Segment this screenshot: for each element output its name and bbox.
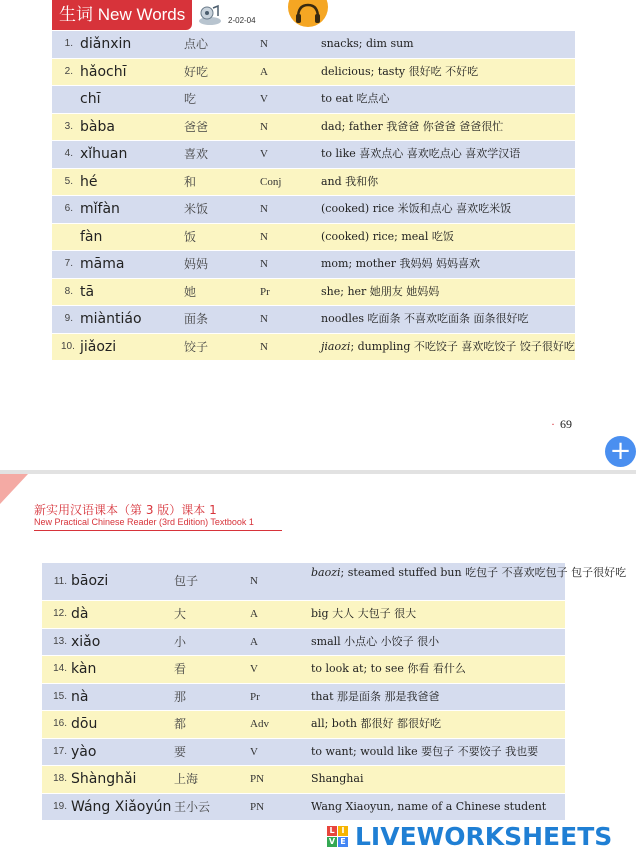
part-of-speech: N bbox=[260, 258, 268, 270]
pinyin: xǐhuan bbox=[80, 146, 128, 162]
hanzi: 包子 bbox=[174, 574, 199, 588]
hanzi: 饭 bbox=[184, 229, 197, 244]
definition-text: (cooked) rice; meal 吃饭 bbox=[321, 229, 454, 243]
definition bbox=[311, 766, 363, 793]
definition-text: mom; mother 我妈妈 妈妈喜欢 bbox=[321, 257, 481, 270]
vocab-row bbox=[42, 739, 565, 766]
pinyin: Shànghǎi bbox=[71, 771, 137, 787]
vocab-row bbox=[42, 629, 565, 656]
definition-text: to want; would like 要包子 不要饺子 我也要 bbox=[311, 744, 539, 758]
part-of-speech: Adv bbox=[250, 718, 269, 730]
row-number: 11. bbox=[53, 576, 67, 587]
part-of-speech: Pr bbox=[250, 690, 260, 703]
row-number: 15. bbox=[53, 690, 67, 702]
definition-text: delicious; tasty 很好吃 不好吃 bbox=[321, 64, 479, 78]
hanzi: 她 bbox=[184, 284, 197, 299]
pinyin: hé bbox=[80, 173, 98, 190]
definition bbox=[311, 601, 416, 628]
page-number bbox=[551, 417, 572, 432]
pinyin: kàn bbox=[71, 661, 97, 677]
vocab-row bbox=[42, 766, 565, 793]
vocab-row bbox=[42, 563, 627, 600]
definition bbox=[321, 141, 520, 168]
part-of-speech: V bbox=[260, 93, 268, 105]
pinyin: hǎochī bbox=[80, 63, 127, 80]
vocab-row bbox=[52, 279, 575, 306]
row-number: 7. bbox=[64, 258, 73, 269]
part-of-speech: N bbox=[260, 313, 268, 325]
hanzi: 好吃 bbox=[184, 64, 209, 79]
definition-text: to look at; to see 你看 看什么 bbox=[311, 662, 466, 675]
definition bbox=[321, 169, 378, 196]
hanzi: 要 bbox=[174, 744, 187, 759]
vocabulary-table-2 bbox=[42, 563, 627, 821]
definition bbox=[321, 86, 390, 113]
definition bbox=[311, 563, 627, 580]
definition-text: ; steamed stuffed bun 吃包子 不喜欢吃包子 包子很好吃 bbox=[340, 566, 627, 579]
vocabulary-table-1 bbox=[52, 31, 575, 361]
headphones-icon[interactable] bbox=[287, 0, 329, 28]
part-of-speech: Pr bbox=[260, 285, 270, 298]
row-number: 5. bbox=[64, 175, 73, 187]
definition bbox=[321, 224, 454, 251]
vocab-row bbox=[42, 601, 565, 628]
definition-text: noodles 吃面条 不喜欢吃面条 面条很好吃 bbox=[321, 312, 529, 325]
definition-text: snacks; dim sum bbox=[321, 37, 414, 50]
hanzi: 小 bbox=[174, 634, 187, 649]
part-of-speech: V bbox=[250, 745, 258, 758]
definition bbox=[311, 711, 441, 738]
row-number: 9. bbox=[64, 313, 73, 324]
row-number: 12. bbox=[53, 608, 67, 619]
pinyin: tā bbox=[80, 283, 95, 300]
pinyin: miàntiáo bbox=[80, 311, 142, 327]
book-title: 新实用汉语课本（第 3 版）课本 1 bbox=[34, 503, 217, 517]
part-of-speech: V bbox=[260, 148, 268, 160]
row-number: 18. bbox=[53, 773, 67, 784]
hanzi: 爸爸 bbox=[184, 119, 209, 134]
logo-text: LIVEWORKSHEETS bbox=[355, 822, 613, 851]
textbook-page-70 bbox=[0, 474, 636, 861]
logo-square-l: L bbox=[327, 826, 337, 836]
hanzi: 吃 bbox=[184, 92, 197, 106]
vocab-row bbox=[52, 251, 575, 278]
definition-text: that 那是面条 那是我爸爸 bbox=[311, 689, 440, 703]
hanzi: 看 bbox=[174, 662, 187, 676]
part-of-speech: A bbox=[260, 65, 268, 78]
hanzi: 上海 bbox=[174, 772, 199, 786]
hanzi: 大 bbox=[174, 607, 187, 621]
book-subtitle: New Practical Chinese Reader (3rd Edition) Textbook 1 bbox=[34, 517, 254, 527]
part-of-speech: N bbox=[260, 38, 268, 50]
pinyin: bàba bbox=[80, 118, 115, 135]
new-words-banner: 生词 New Words bbox=[52, 0, 192, 30]
definition bbox=[311, 656, 466, 683]
vocab-row bbox=[52, 114, 575, 141]
part-of-speech: A bbox=[250, 635, 258, 648]
pinyin: bāozi bbox=[71, 573, 109, 589]
vocab-row bbox=[42, 656, 565, 683]
definition-text: dad; father 我爸爸 你爸爸 爸爸很忙 bbox=[321, 119, 504, 133]
definition-text: all; both 都很好 都很好吃 bbox=[311, 717, 441, 730]
pinyin: dà bbox=[71, 606, 89, 622]
part-of-speech: N bbox=[260, 340, 268, 353]
pinyin: dōu bbox=[71, 716, 98, 732]
row-number: 14. bbox=[53, 663, 67, 674]
definition-text: Shanghai bbox=[311, 772, 364, 785]
part-of-speech: PN bbox=[250, 800, 265, 813]
definition bbox=[321, 114, 503, 141]
part-of-speech: N bbox=[260, 120, 268, 133]
part-of-speech: PN bbox=[250, 773, 265, 785]
definition-text: Wang Xiaoyun, name of a Chinese student bbox=[311, 799, 547, 813]
pinyin: Wáng Xiǎoyún bbox=[71, 798, 172, 815]
definition bbox=[321, 31, 414, 58]
hanzi: 和 bbox=[184, 174, 197, 189]
vocab-row bbox=[52, 86, 575, 113]
pinyin: yào bbox=[71, 743, 97, 760]
definition-text: small 小点心 小饺子 很小 bbox=[311, 634, 440, 648]
vocab-row bbox=[52, 224, 575, 251]
vocab-row bbox=[52, 169, 575, 196]
part-of-speech: V bbox=[250, 663, 258, 675]
part-of-speech: Conj bbox=[260, 175, 282, 188]
hanzi: 妈妈 bbox=[184, 257, 209, 271]
hanzi: 点心 bbox=[184, 37, 209, 51]
hanzi: 都 bbox=[174, 717, 187, 731]
row-number: 6. bbox=[64, 203, 73, 214]
hanzi: 喜欢 bbox=[184, 147, 209, 161]
vocab-row bbox=[52, 196, 575, 223]
logo-square-i: I bbox=[338, 826, 348, 836]
definition bbox=[321, 59, 478, 86]
hanzi: 面条 bbox=[184, 312, 209, 326]
title-underline bbox=[34, 530, 282, 531]
row-number: 1. bbox=[64, 38, 73, 49]
definition-text: (cooked) rice 米饭和点心 喜欢吃米饭 bbox=[321, 202, 512, 215]
vocab-row bbox=[52, 31, 575, 58]
vocab-row bbox=[42, 711, 565, 738]
pinyin: chī bbox=[80, 91, 101, 107]
definition bbox=[311, 629, 439, 656]
pinyin: diǎnxin bbox=[80, 36, 132, 52]
row-number: 17. bbox=[53, 745, 67, 757]
pinyin: xiǎo bbox=[71, 633, 101, 650]
liveworksheets-logo[interactable] bbox=[325, 822, 630, 852]
row-number: 4. bbox=[64, 148, 73, 159]
row-number: 3. bbox=[64, 120, 73, 132]
vocab-row bbox=[52, 334, 575, 361]
vocab-row bbox=[42, 794, 565, 821]
definition bbox=[321, 334, 575, 361]
vocab-row bbox=[52, 306, 575, 333]
part-of-speech: N bbox=[250, 575, 258, 587]
vocab-row bbox=[42, 684, 565, 711]
hanzi: 那 bbox=[174, 689, 187, 704]
hanzi: 王小云 bbox=[174, 799, 211, 814]
logo-square-e: E bbox=[338, 837, 348, 847]
definition-text: she; her 她朋友 她妈妈 bbox=[321, 284, 440, 298]
definition-text: to like 喜欢点心 喜欢吃点心 喜欢学汉语 bbox=[321, 147, 521, 160]
definition-text: and 我和你 bbox=[321, 174, 379, 188]
row-number: 10. bbox=[61, 340, 75, 352]
row-number: 8. bbox=[64, 285, 73, 297]
row-number: 19. bbox=[53, 800, 67, 812]
definition-text: to eat 吃点心 bbox=[321, 92, 390, 105]
corner-tab bbox=[0, 474, 28, 504]
hanzi: 米饭 bbox=[184, 202, 209, 216]
pinyin: māma bbox=[80, 256, 125, 272]
definition bbox=[311, 794, 546, 821]
add-button[interactable]: + bbox=[605, 436, 636, 467]
pinyin: jiǎozi bbox=[80, 338, 117, 355]
pinyin: mǐfàn bbox=[80, 201, 120, 217]
definition bbox=[321, 279, 439, 306]
part-of-speech: A bbox=[250, 608, 258, 620]
bullet-dot: · bbox=[551, 417, 555, 431]
pinyin: fàn bbox=[80, 228, 103, 245]
definition bbox=[321, 306, 529, 333]
definition bbox=[321, 251, 480, 278]
logo-square-v: V bbox=[328, 837, 336, 846]
row-number: 2. bbox=[64, 65, 73, 77]
definition-italic: jiaozi bbox=[321, 339, 351, 353]
definition-text: ; dumpling 不吃饺子 喜欢吃饺子 饺子很好吃 bbox=[350, 339, 575, 353]
row-number: 16. bbox=[53, 718, 67, 729]
definition bbox=[321, 196, 511, 223]
part-of-speech: N bbox=[260, 230, 268, 243]
definition bbox=[311, 739, 538, 766]
part-of-speech: N bbox=[260, 203, 268, 215]
vocab-row bbox=[52, 141, 575, 168]
pinyin: nà bbox=[71, 688, 89, 705]
row-number: 13. bbox=[53, 635, 67, 647]
definition-italic: baozi bbox=[311, 566, 341, 579]
audio-track-code: 2-02-04 bbox=[228, 16, 256, 25]
audio-track-icon bbox=[198, 4, 222, 26]
vocab-row bbox=[52, 59, 575, 86]
definition-text: big 大人 大包子 很大 bbox=[311, 607, 417, 620]
hanzi: 饺子 bbox=[184, 339, 209, 354]
definition bbox=[311, 684, 439, 711]
page-number-value: 69 bbox=[560, 417, 572, 431]
